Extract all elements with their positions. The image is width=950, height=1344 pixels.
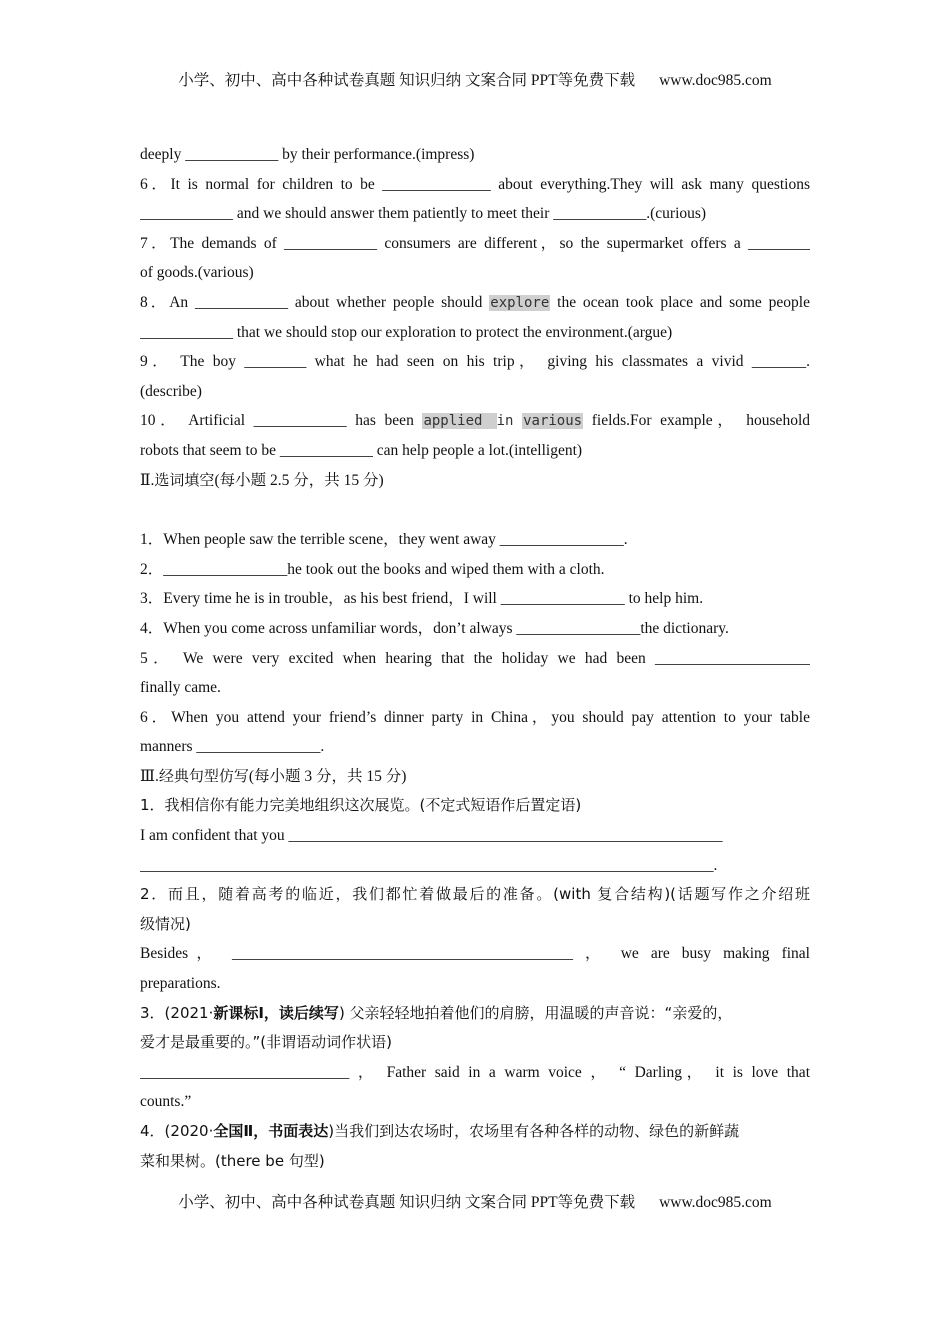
q10-text-a: 10． Artificial ____________ has been [140,412,423,430]
part1-q6-line-1: 6．It is normal for children to be ______________ about everything.They will ask many questions [140,175,810,193]
highlight-various: various [523,413,583,430]
part3-title-rest: (每小题 3 分，共 15 分) [248,767,407,785]
part2-q5-line-1: 5． We were very excited when hearing that the holiday we had been ____________________ [140,649,810,667]
part2-title-rest: (每小题 2.5 分，共 15 分) [214,471,384,489]
part2-q2: 2．________________he took out the books and wiped them with a cloth. [140,560,605,578]
part3-s4-chinese-2: 菜和果树。(there be 句型) [140,1151,325,1170]
part3-s4-chinese-1 [140,1117,810,1147]
footer-site: www.doc985.com [659,1194,772,1211]
worksheet-body [140,140,810,1176]
part1-q8-line-1 [140,288,810,318]
footer-text: 小学、初中、高中各种试卷真题 知识归纳 文案合同 PPT等免费下载 [178,1194,636,1211]
part1-q9-line-1: 9． The boy ________ what he had seen on his trip， giving his classmates a vivid _______. [140,353,810,371]
s4-source-pre: 4．(2020· [140,1122,214,1140]
s4-chinese-text: )当我们到达农场时，农场里有各种各样的动物、绿色的新鲜蔬 [328,1122,740,1140]
q8-text-b: the ocean took place and some people [550,293,810,311]
part2-q6-line-1: 6．When you attend your friend’s dinner party in China，you should pay attention to your table [140,708,810,726]
part3-title-bold: 经典句型仿写 [158,766,249,785]
part2-q1: 1．When people saw the terrible scene，they went away ________________. [140,531,628,549]
part3-title [140,762,810,792]
part1-q7-line-2: of goods.(various) [140,264,254,282]
part3-s3-english-2: counts.” [140,1093,192,1111]
part3-s1-answer-line: __________________________________________________________________________. [140,856,718,874]
part1-q9-line-2: (describe) [140,382,202,400]
part2-q3: 3．Every time he is in trouble，as his best friend，I will ________________ to help him. [140,590,704,608]
part3-s3-chinese-2: 爱才是最重要的。”(非谓语动词作状语) [140,1033,392,1052]
part1-q6-line-2: ____________ and we should answer them patiently to meet their ____________.(curious) [140,205,707,223]
highlight-applied: applied [423,413,496,430]
part1-q10-line-2: robots that seem to be ____________ can help people a lot.(intelligent) [140,441,583,459]
part3-s1-english: I am confident that you ________________________________________________________ [140,827,723,845]
s3-source-pre: 3．(2021· [140,1003,214,1022]
part2-q6-line-2: manners ________________. [140,738,325,756]
part2-q5-line-2: finally came. [140,679,221,697]
part1-q8-line-2: ____________ that we should stop our exploration to protect the environment.(argue) [140,323,673,341]
part2-title [140,466,810,496]
part3-s2-chinese-1: 2．而且，随着高考的临近，我们都忙着做最后的准备。(with 复合结构)(话题写作之介绍班 [140,885,810,904]
q10-in: in [496,413,514,430]
part3-s3-english-1: ___________________________ ， Father said in a warm voice ， “ Darling， it is love that [140,1063,810,1081]
part2-q4: 4．When you come across unfamiliar words，don’t always ________________the dictionary. [140,619,729,637]
part3-s2-english-2: preparations. [140,975,221,993]
part3-s2-chinese-2: 级情况) [140,914,191,933]
q10-text-b: fields.For example， household [583,412,810,430]
part3-s1-chinese: 1．我相信你有能力完美地组织这次展览。(不定式短语作后置定语) [140,796,582,815]
part3-num: Ⅲ. [140,767,159,785]
part1-q10-line-1 [140,406,810,436]
q8-text-a: 8．An ____________ about whether people should [140,293,490,311]
page-footer [0,1190,950,1212]
part2-title-bold: 选词填空 [154,470,215,489]
s3-chinese-text: ) 父亲轻轻地拍着他们的肩膀，用温暖的声音说：“亲爱的， [338,1003,733,1022]
header-site: www.doc985.com [659,72,772,89]
part2-num: Ⅱ. [140,471,155,489]
part1-line-1: deeply ____________ by their performance.(impress) [140,146,475,163]
part1-q7-line-1: 7．The demands of ____________ consumers are different，so the supermarket offers a ________ [140,234,810,252]
part3-s3-chinese-1 [140,999,810,1029]
s3-source-bold: 新课标Ⅰ，读后续写 [213,1003,339,1022]
highlight-explore: explore [490,294,550,311]
page-header [0,68,950,90]
header-text: 小学、初中、高中各种试卷真题 知识归纳 文案合同 PPT等免费下载 [178,72,636,89]
part3-s2-english-1: Besides， ____________________________________________ ， we are busy making final [140,945,810,963]
s4-source-bold: 全国Ⅱ，书面表达 [213,1122,329,1140]
